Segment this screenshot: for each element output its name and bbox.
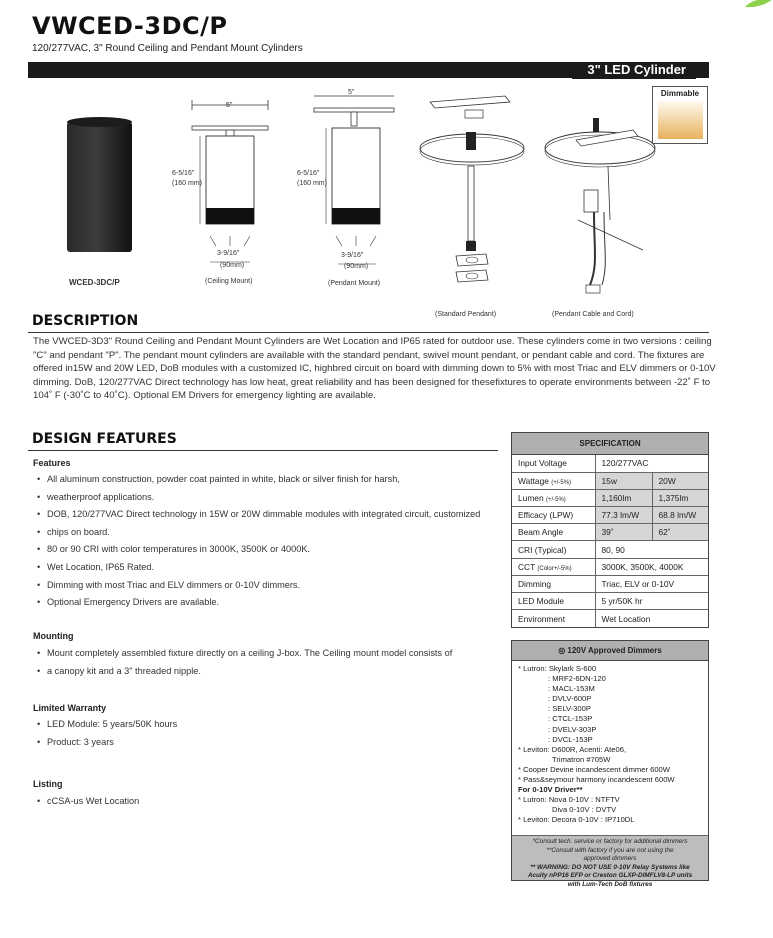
- spec-label: CCT (Color+/-5%): [512, 558, 595, 575]
- description-text: The VWCED-3D3" Round Ceiling and Pendant Mount Cylinders are Wet Location and IP65 rated for outdoor use. These cylinders come in two versions : ceiling "C" and pendant "P". The pendant mount cylinders are available with the standard pendant, swivel mount pendant, or pendant cable and cord. The fixtures are offered in15W and 20W LED, DoB modules with a customized IC, highbred circuit on board with dimming down to 5% with most Triac and ELV dimmers or 0-10V dimming. DoB, 120/277VAC Direct technology has low heat, great reliability and has been designed for thesefixtures to operate environments between -22˚ F to 104˚ F (-30˚C to 40˚C). Optional EM Drivers for emergency lighting are available.: [33, 336, 716, 401]
- footnote-line: *Consult tech. service or factory for additional dimmers: [532, 838, 688, 845]
- product-title: VWCED-3DC/P: [32, 12, 228, 40]
- spec-label: Efficacy (LPW): [512, 507, 595, 524]
- spec-label: Environment: [512, 610, 595, 627]
- table-row: [512, 541, 708, 558]
- footnote-line: approved dimmers: [583, 855, 637, 863]
- pendant-height-label: 6-5/16": [297, 170, 320, 177]
- spec-value: 80, 90: [595, 541, 708, 558]
- list-item: : MACL-153M: [548, 684, 595, 694]
- ceiling-height-label: 6-5/16": [172, 170, 195, 177]
- spec-value: 77.3 lm/W: [595, 507, 652, 524]
- list-item: • Mount completely assembled fixture directly on a ceiling J-box. The Ceiling mount model consists of: [37, 645, 452, 663]
- list-item: • Wet Location, IP65 Rated.: [37, 559, 480, 577]
- dimmable-gradient: [658, 101, 703, 139]
- list-item: * Cooper Devine incandescent dimmer 600W: [518, 764, 670, 774]
- table-row: [512, 524, 708, 541]
- dimmable-badge: [652, 86, 708, 144]
- specification-table: [511, 432, 709, 628]
- table-row: [512, 610, 708, 627]
- list-item: : DVLV-600P: [548, 694, 592, 704]
- list-item: • cCSA-us Wet Location: [37, 793, 139, 811]
- table-row: [512, 558, 708, 575]
- dimmers-footnote: [512, 835, 708, 888]
- leaf-logo: [743, 0, 773, 8]
- approved-dimmers-box: [511, 640, 709, 888]
- list-item: • 80 or 90 CRI with color temperatures in 3000K, 3500K or 4000K.: [37, 541, 480, 559]
- ceiling-height-mm: (160 mm): [172, 180, 202, 187]
- spec-value: 1,375lm: [652, 489, 708, 506]
- standard-pendant-drawing: [410, 88, 535, 303]
- spec-label: Dimming: [512, 575, 595, 592]
- cable-pendant-drawing: [538, 100, 663, 300]
- dimmable-label: Dimmable: [660, 89, 700, 98]
- spec-label: CRI (Typical): [512, 541, 595, 558]
- list-item: • Dimming with most Triac and ELV dimmers or 0-10V dimmers.: [37, 577, 480, 595]
- list-item: * Leviton: D600R, Acenti: Ate06,: [518, 744, 627, 754]
- spec-value: 120/277VAC: [595, 455, 708, 472]
- dimmers-title: ◎ 120V Approved Dimmers: [512, 641, 708, 661]
- table-row: [512, 575, 708, 592]
- list-item: * Pass&seymour harmony incandescent 600W: [518, 775, 675, 785]
- bullseye-icon: ◎: [558, 646, 566, 655]
- spec-value: 39˚: [595, 524, 652, 541]
- list-item: : SELV-300P: [548, 704, 591, 714]
- list-item: Diva 0-10V : DVTV: [552, 805, 617, 815]
- listing-label: Listing: [33, 779, 63, 789]
- product-photo: [60, 110, 140, 260]
- spec-label: Wattage (+/-5%): [512, 472, 595, 489]
- spec-value: 1,160lm: [595, 489, 652, 506]
- pendant-height-mm: (160 mm): [297, 180, 327, 187]
- description-title: DESCRIPTION: [32, 313, 139, 329]
- spec-value: 68.8 lm/W: [652, 507, 708, 524]
- list-item: • chips on board.: [37, 524, 480, 542]
- list-item: * Lutron: Skylark S-600: [518, 664, 597, 673]
- list-item: • Product: 3 years: [37, 734, 177, 752]
- features-label: Features: [33, 458, 71, 468]
- pendant-bottom-mm: (90mm): [344, 263, 369, 270]
- product-caption: WCED-3DC/P: [69, 278, 120, 287]
- list-item: : DVCL-153P: [548, 734, 593, 744]
- design-features-rule: [28, 450, 498, 451]
- list-item: • a canopy kit and a 3" threaded nipple.: [37, 663, 452, 681]
- ceiling-bottom-label: 3-9/16": [217, 250, 240, 257]
- mounting-label: Mounting: [33, 631, 74, 641]
- table-row: [512, 455, 708, 472]
- spec-value: 15w: [595, 472, 652, 489]
- banner-text: 3" LED Cylinder: [572, 62, 696, 78]
- listing-list: [37, 793, 139, 811]
- design-features-title: DESIGN FEATURES: [32, 431, 177, 447]
- list-item: For 0-10V Driver**: [518, 785, 583, 795]
- list-item: • weatherproof applications.: [37, 489, 480, 507]
- spec-label: LED Module: [512, 593, 595, 610]
- spec-value: Wet Location: [601, 613, 651, 624]
- table-row: [512, 593, 708, 610]
- pendant-caption: (Pendant Mount): [328, 280, 381, 287]
- warning-line: ** WARNING: DO NOT USE 0-10V Relay Systems like: [530, 863, 690, 871]
- spec-value: Triac, ELV or 0-10V: [595, 575, 708, 592]
- table-row: [512, 489, 708, 506]
- description-rule: [28, 332, 709, 333]
- table-row: [512, 472, 708, 489]
- list-item: : CTCL-153P: [548, 714, 593, 724]
- ceiling-caption: (Ceiling Mount): [205, 278, 253, 285]
- dimmers-list: [512, 661, 708, 826]
- warranty-list: [37, 716, 177, 751]
- list-item: : MRF2-6DN-120: [548, 674, 606, 684]
- spec-label: Beam Angle: [512, 524, 595, 541]
- spec-value: 62˚: [652, 524, 708, 541]
- spec-value: 5 yr/50K hr: [595, 593, 708, 610]
- ceiling-bottom-mm: (90mm): [220, 262, 245, 269]
- standard-pendant-caption: (Standard Pendant): [435, 311, 497, 318]
- list-item: * Leviton: Decora 0-10V : IP710DL: [518, 815, 635, 825]
- spec-label: Input Voltage: [512, 455, 595, 472]
- table-row: [512, 507, 708, 524]
- list-item: • DOB, 120/277VAC Direct technology in 15W or 20W dimmable modules with integrated circuit, customized: [37, 506, 480, 524]
- product-subtitle: 120/277VAC, 3" Round Ceiling and Pendant Mount Cylinders: [32, 43, 303, 54]
- features-list: [37, 471, 480, 612]
- specification-title: SPECIFICATION: [512, 433, 708, 455]
- warning-line: with Lum-Tech DoB fixtures: [567, 880, 653, 888]
- spec-value: 3000K, 3500K, 4000K: [595, 558, 708, 575]
- pendant-width-label: 5": [348, 89, 355, 96]
- list-item: • LED Module: 5 years/50K hours: [37, 716, 177, 734]
- cable-pendant-caption: (Pendant Cable and Cord): [552, 311, 634, 318]
- list-item: : DVELV-303P: [548, 724, 597, 734]
- mounting-list: [37, 645, 452, 680]
- list-item: • All aluminum construction, powder coat painted in white, black or silver finish for harsh,: [37, 471, 480, 489]
- banner-frame: [572, 62, 696, 79]
- list-item: • Optional Emergency Drivers are available.: [37, 594, 480, 612]
- footnote-line: **Consult with factory if you are not using the: [546, 846, 674, 854]
- warranty-label: Limited Warranty: [33, 703, 107, 713]
- spec-label: Lumen (+/-5%): [512, 489, 595, 506]
- ceiling-width-label: 5": [226, 102, 233, 109]
- pendant-bottom-label: 3-9/16": [341, 252, 364, 259]
- warning-line: Acuity nPP16 EFP or Creston GLXP-DIMFLV8-LP units: [527, 872, 693, 880]
- spec-value: 20W: [652, 472, 708, 489]
- list-item: * Lutron: Nova 0-10V : NTFTV: [518, 795, 620, 805]
- list-item: Trimatron #705W: [552, 754, 611, 764]
